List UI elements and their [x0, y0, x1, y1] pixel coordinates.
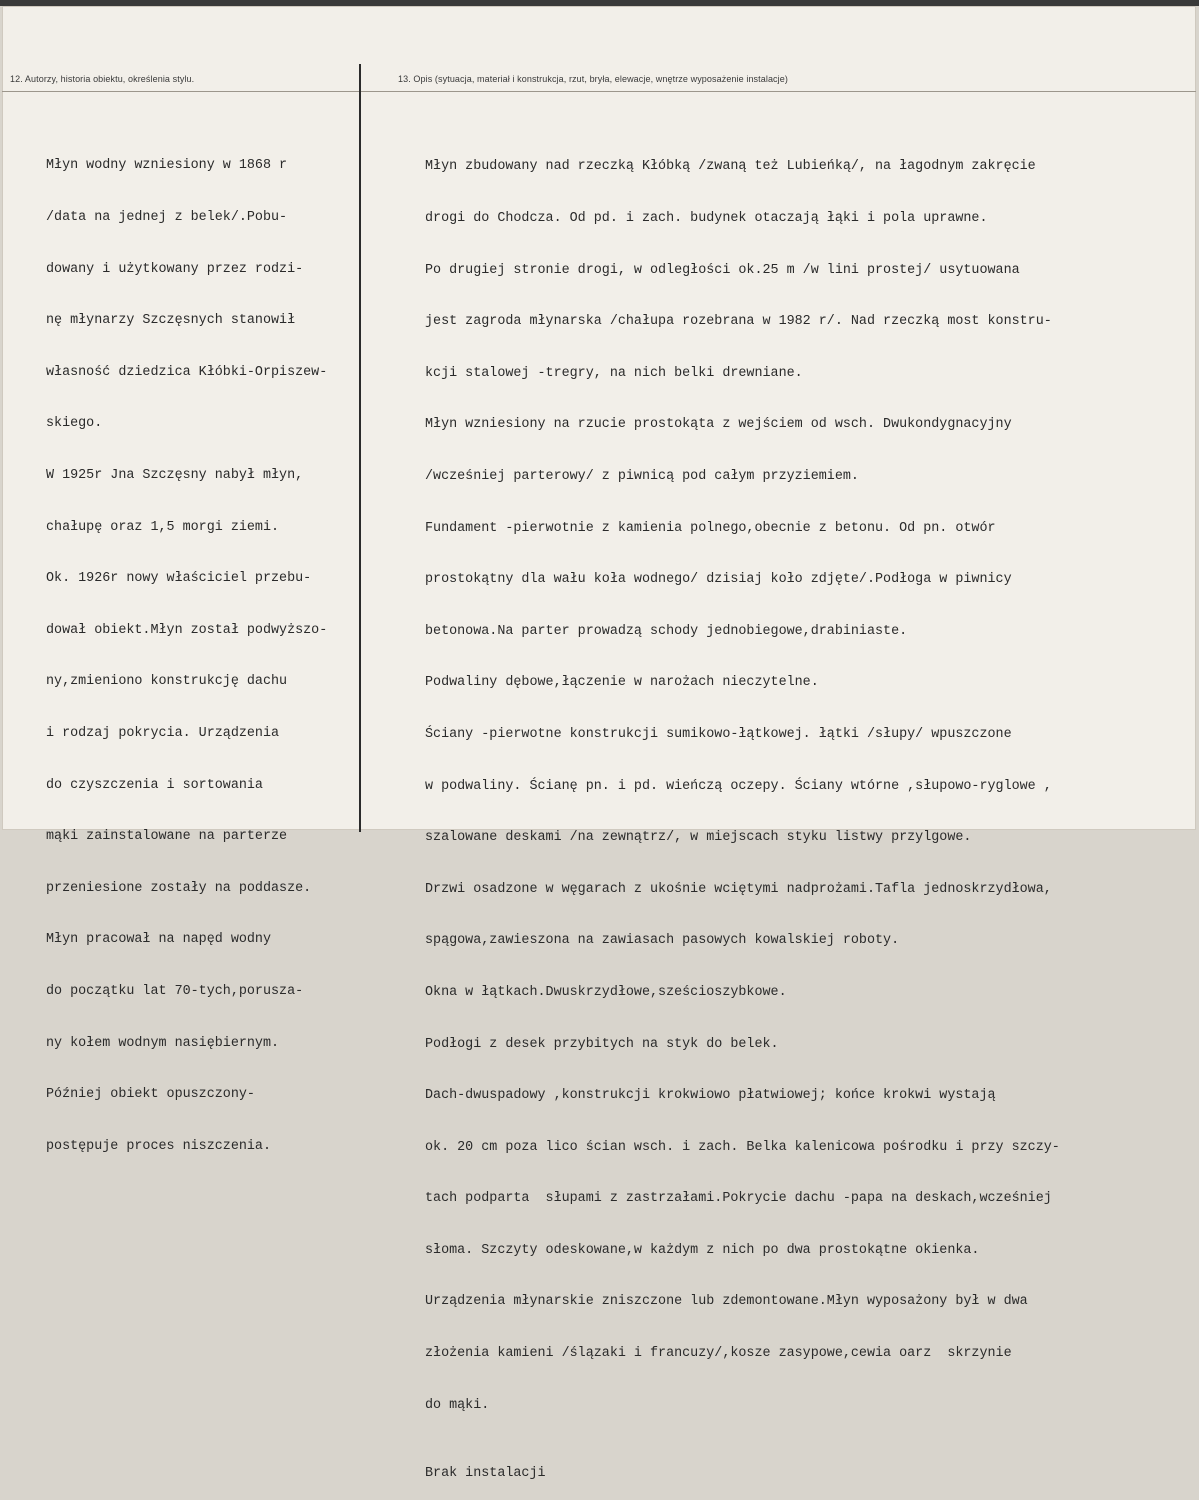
description-line: szalowane deskami /na zewnątrz/, w miejscach styku listwy przylgowe.	[425, 830, 972, 846]
history-line: przeniesione zostały na poddasze.	[46, 880, 312, 896]
description-line: jest zagroda młynarska /chałupa rozebrana w 1982 r/. Nad rzeczką most konstru-	[425, 314, 1052, 330]
description-line: do mąki.	[425, 1397, 490, 1413]
description-line: Ściany -pierwotne konstrukcji sumikowo-łątkowej. łątki /słupy/ wpuszczone	[425, 726, 1012, 742]
history-line: nę młynarzy Szczęsnych stanowił	[46, 313, 296, 329]
description-line: drogi do Chodcza. Od pd. i zach. budynek otaczają łąki i pola uprawne.	[425, 211, 988, 226]
history-line: ny kołem wodnym nasiębiernym.	[46, 1035, 280, 1051]
history-line: do początku lat 70-tych,porusza-	[46, 983, 304, 999]
history-line: /data na jednej z belek/.Pobu-	[46, 210, 288, 225]
description-line: Podłogi z desek przybitych na styk do belek.	[425, 1036, 779, 1052]
description-line: Młyn zbudowany nad rzeczką Kłóbką /zwaną też Lubieńką/, na łagodnym zakręcie	[425, 159, 1036, 175]
history-line: własność dziedzica Kłóbki-Orpiszew-	[46, 364, 328, 380]
description-line: Fundament -pierwotnie z kamienia polnego,obecnie z betonu. Od pn. otwór	[425, 520, 996, 536]
description-line: Podwaliny dębowe,łączenie w narożach nieczytelne.	[425, 675, 819, 691]
description-line: Drzwi osadzone w węgarach z ukośnie wciętymi nadprożami.Tafla jednoskrzydłowa,	[425, 881, 1052, 897]
description-line: Dach-dwuspadowy ,konstrukcji krokwiowo płatwiowej; końce krokwi wystają	[425, 1088, 996, 1104]
history-line: mąki zainstalowane na parterze	[46, 829, 288, 845]
history-line: dował obiekt.Młyn został podwyższo-	[46, 622, 328, 638]
description-line: spągowa,zawieszona na zawiasach pasowych kowalskiej roboty.	[425, 933, 900, 949]
column-divider	[359, 64, 361, 832]
description-line: kcji stalowej -tregry, na nich belki drewniane.	[425, 365, 803, 381]
history-line: Młyn wodny wzniesiony w 1868 r	[46, 158, 288, 174]
history-line: Ok. 1926r nowy właściciel przebu-	[46, 571, 312, 587]
history-line: do czyszczenia i sortowania	[46, 777, 263, 793]
history-line: ny,zmieniono konstrukcję dachu	[46, 674, 288, 690]
description-line: prostokątny dla wału koła wodnego/ dzisiaj koło zdjęte/.Podłoga w piwnicy	[425, 572, 1012, 588]
section-12-heading: 12. Autorzy, historia obiektu, określenia stylu.	[10, 74, 195, 84]
description-line: betonowa.Na parter prowadzą schody jednobiegowe,drabiniaste.	[425, 623, 908, 639]
header-rule	[2, 91, 1196, 92]
description-line: słoma. Szczyty odeskowane,w każdym z nich po dwa prostokątne okienka.	[425, 1242, 980, 1258]
description-line: Po drugiej stronie drogi, w odległości ok.25 m /w lini prostej/ usytuowana	[425, 262, 1020, 278]
history-line: dowany i użytkowany przez rodzi-	[46, 261, 304, 277]
history-line: Młyn pracował na napęd wodny	[46, 932, 271, 948]
section-13-heading: 13. Opis (sytuacja, materiał i konstrukcja, rzut, bryła, elewacje, wnętrze wyposażenie instalacje)	[398, 74, 788, 84]
history-line: chałupę oraz 1,5 morgi ziemi.	[46, 519, 280, 535]
description-line: Okna w łątkach.Dwuskrzydłowe,sześcioszybkowe.	[425, 984, 787, 1000]
history-line: i rodzaj pokrycia. Urządzenia	[46, 725, 280, 741]
description-line: Młyn wzniesiony na rzucie prostokąta z wejściem od wsch. Dwukondygnacyjny	[425, 417, 1012, 433]
description-line: /wcześniej parterowy/ z piwnicą pod całym przyziemiem.	[425, 468, 859, 484]
description-line: Urządzenia młynarskie zniszczone lub zdemontowane.Młyn wyposażony był w dwa	[425, 1294, 1028, 1310]
description-line: w podwaliny. Ścianę pn. i pd. wieńczą oczepy. Ściany wtórne ,słupowo-ryglowe ,	[425, 778, 1052, 794]
description-line: tach podparta słupami z zastrzałami.Pokrycie dachu -papa na deskach,wcześniej	[425, 1191, 1052, 1207]
history-line: postępuje proces niszczenia.	[46, 1138, 271, 1154]
installations-note: Brak instalacji	[425, 1466, 546, 1482]
description-text	[425, 124, 1060, 1500]
history-text	[46, 123, 327, 1172]
history-line: skiego.	[46, 416, 103, 432]
description-line: ok. 20 cm poza lico ścian wsch. i zach. Belka kalenicowa pośrodku i przy szczy-	[425, 1139, 1060, 1155]
history-line: W 1925r Jna Szczęsny nabył młyn,	[46, 467, 304, 483]
history-line: Później obiekt opuszczony-	[46, 1087, 255, 1103]
description-line: złożenia kamieni /ślązaki i francuzy/,kosze zasypowe,cewia oarz skrzynie	[425, 1346, 1012, 1362]
